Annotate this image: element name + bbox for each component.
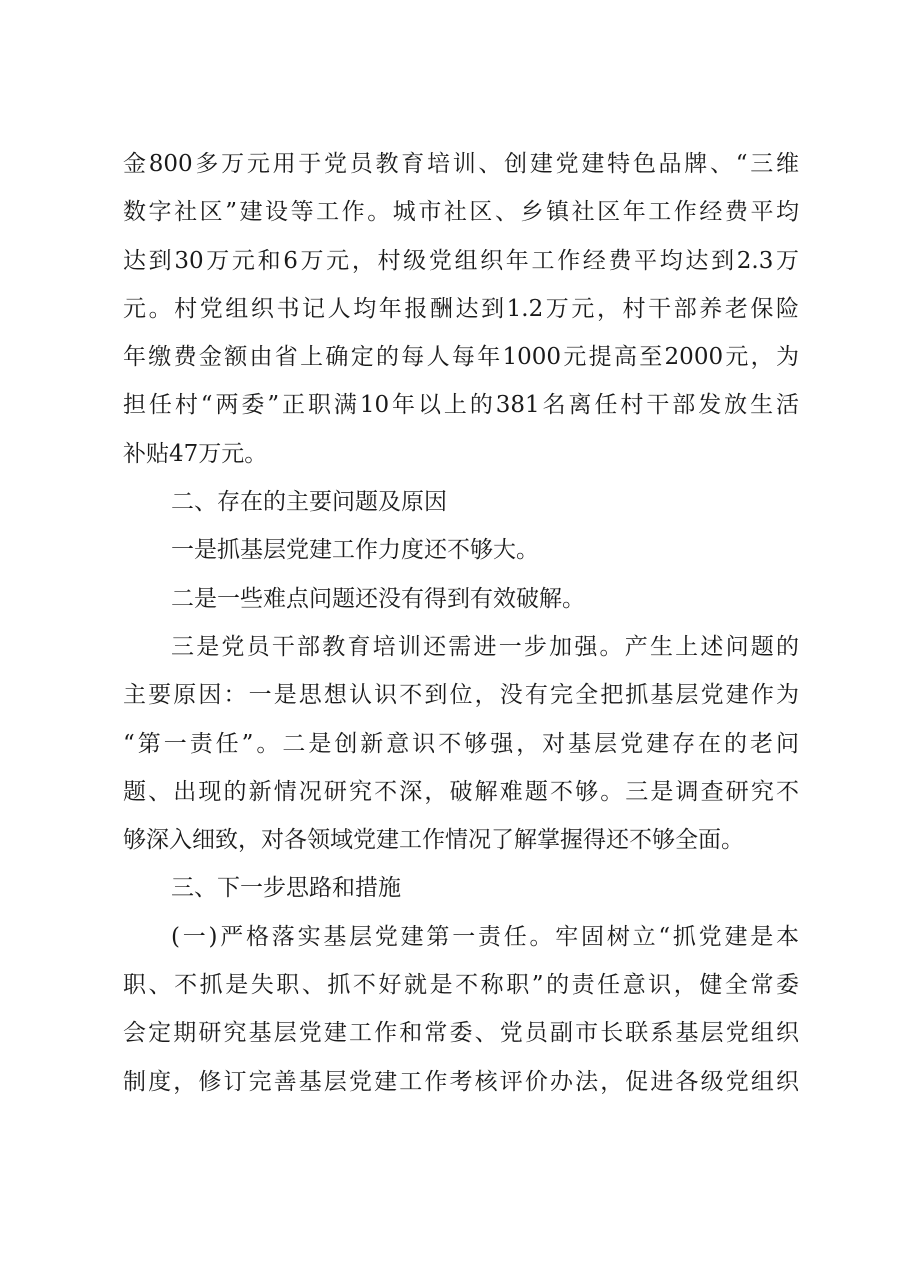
text-line: 一是抓基层党建工作力度还不够大。 [171, 537, 539, 564]
text-line: 担任村“两委”正职满10年以上的381名离任村干部发放生活 [123, 392, 799, 419]
text-line: 元。村党组织书记人均年报酬达到1.2万元，村干部养老保险 [123, 295, 799, 322]
text-line: 二是一些难点问题还没有得到有效破解。 [171, 585, 585, 612]
text-line: 金800多万元用于党员教育培训、创建党建特色品牌、“三维 [123, 151, 799, 177]
text-line: 年缴费金额由省上确定的每人每年1000元提高至2000元，为 [123, 344, 799, 371]
text-line: 补贴47万元。 [123, 440, 268, 467]
text-line: 三、下一步思路和措施 [171, 875, 401, 902]
text-line: 主要原因：一是思想认识不到位，没有完全把抓基层党建作为 [123, 682, 799, 709]
document-body [123, 140, 799, 1106]
text-line: 制度，修订完善基层党建工作考核评价办法，促进各级党组织 [123, 1068, 799, 1095]
text-line: 会定期研究基层党建工作和常委、党员副市长联系基层党组织 [123, 1020, 799, 1047]
text-line: (一)严格落实基层党建第一责任。牢固树立“抓党建是本 [171, 923, 799, 950]
text-line: 够深入细致，对各领域党建工作情况了解掌握得还不够全面。 [123, 827, 744, 854]
text-line: 题、出现的新情况研究不深，破解难题不够。三是调查研究不 [123, 778, 799, 805]
text-line: 三是党员干部教育培训还需进一步加强。产生上述问题的 [171, 633, 799, 660]
text-line: 数字社区”建设等工作。城市社区、乡镇社区年工作经费平均 [123, 199, 799, 226]
text-line: “第一责任”。二是创新意识不够强，对基层党建存在的老问 [123, 730, 799, 757]
text-line: 职、不抓是失职、抓不好就是不称职”的责任意识，健全常委 [123, 972, 799, 999]
text-line: 达到30万元和6万元，村级党组织年工作经费平均达到2.3万 [123, 247, 799, 274]
text-line: 二、存在的主要问题及原因 [171, 489, 447, 516]
